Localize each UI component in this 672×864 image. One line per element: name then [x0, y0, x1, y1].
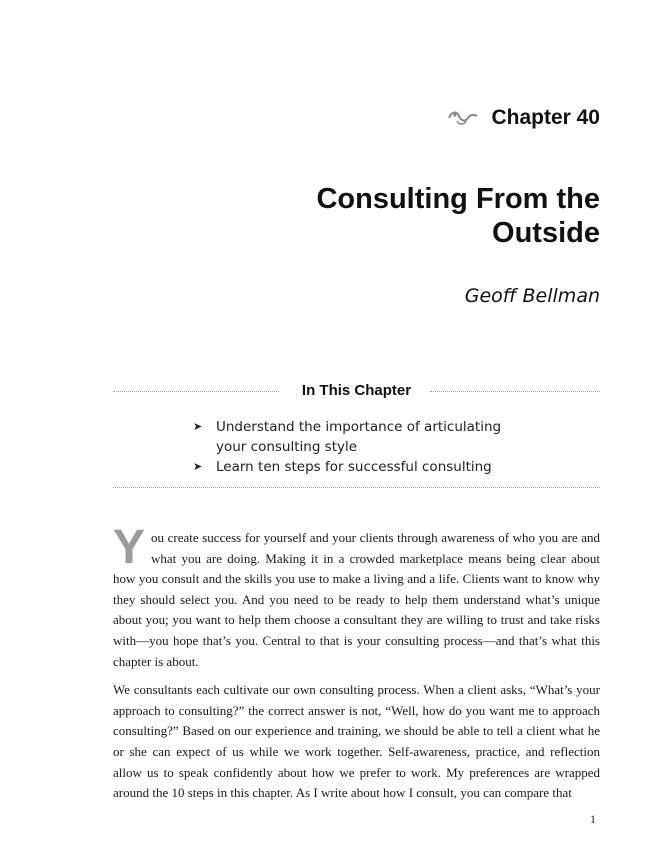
chapter-heading [447, 106, 600, 130]
list-item-text: Understand the importance of articulating your consulting style [216, 419, 502, 455]
chapter-title [180, 182, 600, 250]
chapter-title-line-2: Outside [492, 217, 600, 249]
page-number: 1 [590, 812, 596, 826]
body-text [113, 521, 600, 812]
paragraph-2: We consultants each cultivate our own consulting process. When a client asks, “What’s your approach to consulting?” the correct answer is not, “Well, how do you want me to approach consulting?” Based on our experience and training, we should be able to tell a client what he or she can expect of us while we work together. Self-awareness, practice, and reflection allow us to speak confidently about how we prefer to work. My preferences are wrapped around the 10 steps in this chapter. As I write about how I consult, you can compare that [113, 682, 600, 801]
chapter-title-line-1: Consulting From the [316, 183, 600, 215]
list-item-text: Learn ten steps for successful consulting [216, 459, 492, 475]
list-item [193, 457, 523, 477]
divider-right [430, 391, 600, 392]
decorative-flourish-icon [447, 109, 479, 127]
list-item [193, 417, 523, 457]
chapter-label: Chapter 40 [491, 106, 600, 129]
paragraph-1: You create success for yourself and your clients through awareness of who you are and what you are doing. Making it in a crowded marketplace means being clear about how you consult and the skills you use to make a living and a life. Clients want to know why they should select you. And you need to be ready to help them understand what’s unique about you; you want to help them choose a consultant they are willing to trust and take risks with—you hope that’s you. Central to that is your consulting process—and that’s what this chapter is about. [113, 521, 600, 669]
drop-cap: Y [113, 521, 146, 574]
chapter-objectives-list [193, 417, 523, 477]
in-this-chapter-heading: In This Chapter [301, 382, 412, 399]
arrowhead-bullet-icon: ➤ [193, 460, 203, 473]
in-this-chapter-header [113, 381, 600, 401]
divider-bottom [113, 487, 600, 488]
arrowhead-bullet-icon: ➤ [193, 420, 203, 433]
author-name: Geoff Bellman [464, 285, 600, 307]
